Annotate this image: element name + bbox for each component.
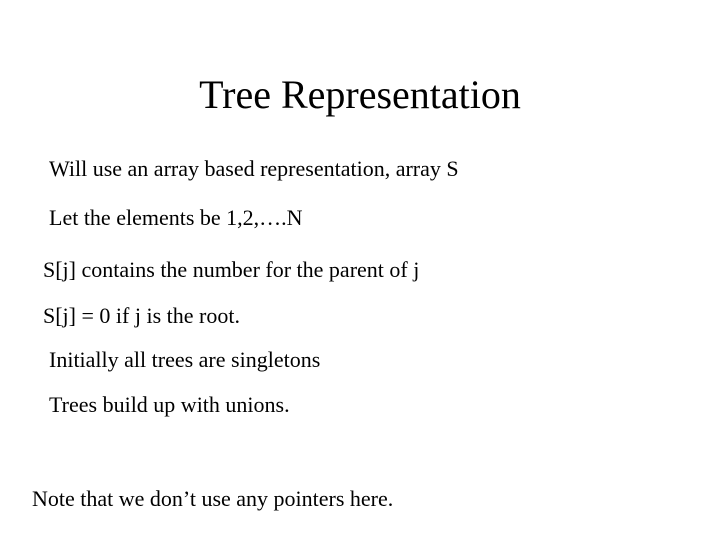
text-line-unions: Trees build up with unions. bbox=[49, 392, 290, 417]
text-line-elements: Let the elements be 1,2,….N bbox=[49, 205, 303, 230]
note-text: Note that we don’t use any pointers here. bbox=[32, 486, 394, 511]
text-line-parent: S[j] contains the number for the parent of j bbox=[43, 257, 420, 282]
slide-title: Tree Representation bbox=[199, 72, 521, 117]
text-line-singletons: Initially all trees are singletons bbox=[49, 347, 321, 372]
text-line-root: S[j] = 0 if j is the root. bbox=[43, 303, 240, 328]
text-line-array-representation: Will use an array based representation, array S bbox=[49, 156, 459, 181]
